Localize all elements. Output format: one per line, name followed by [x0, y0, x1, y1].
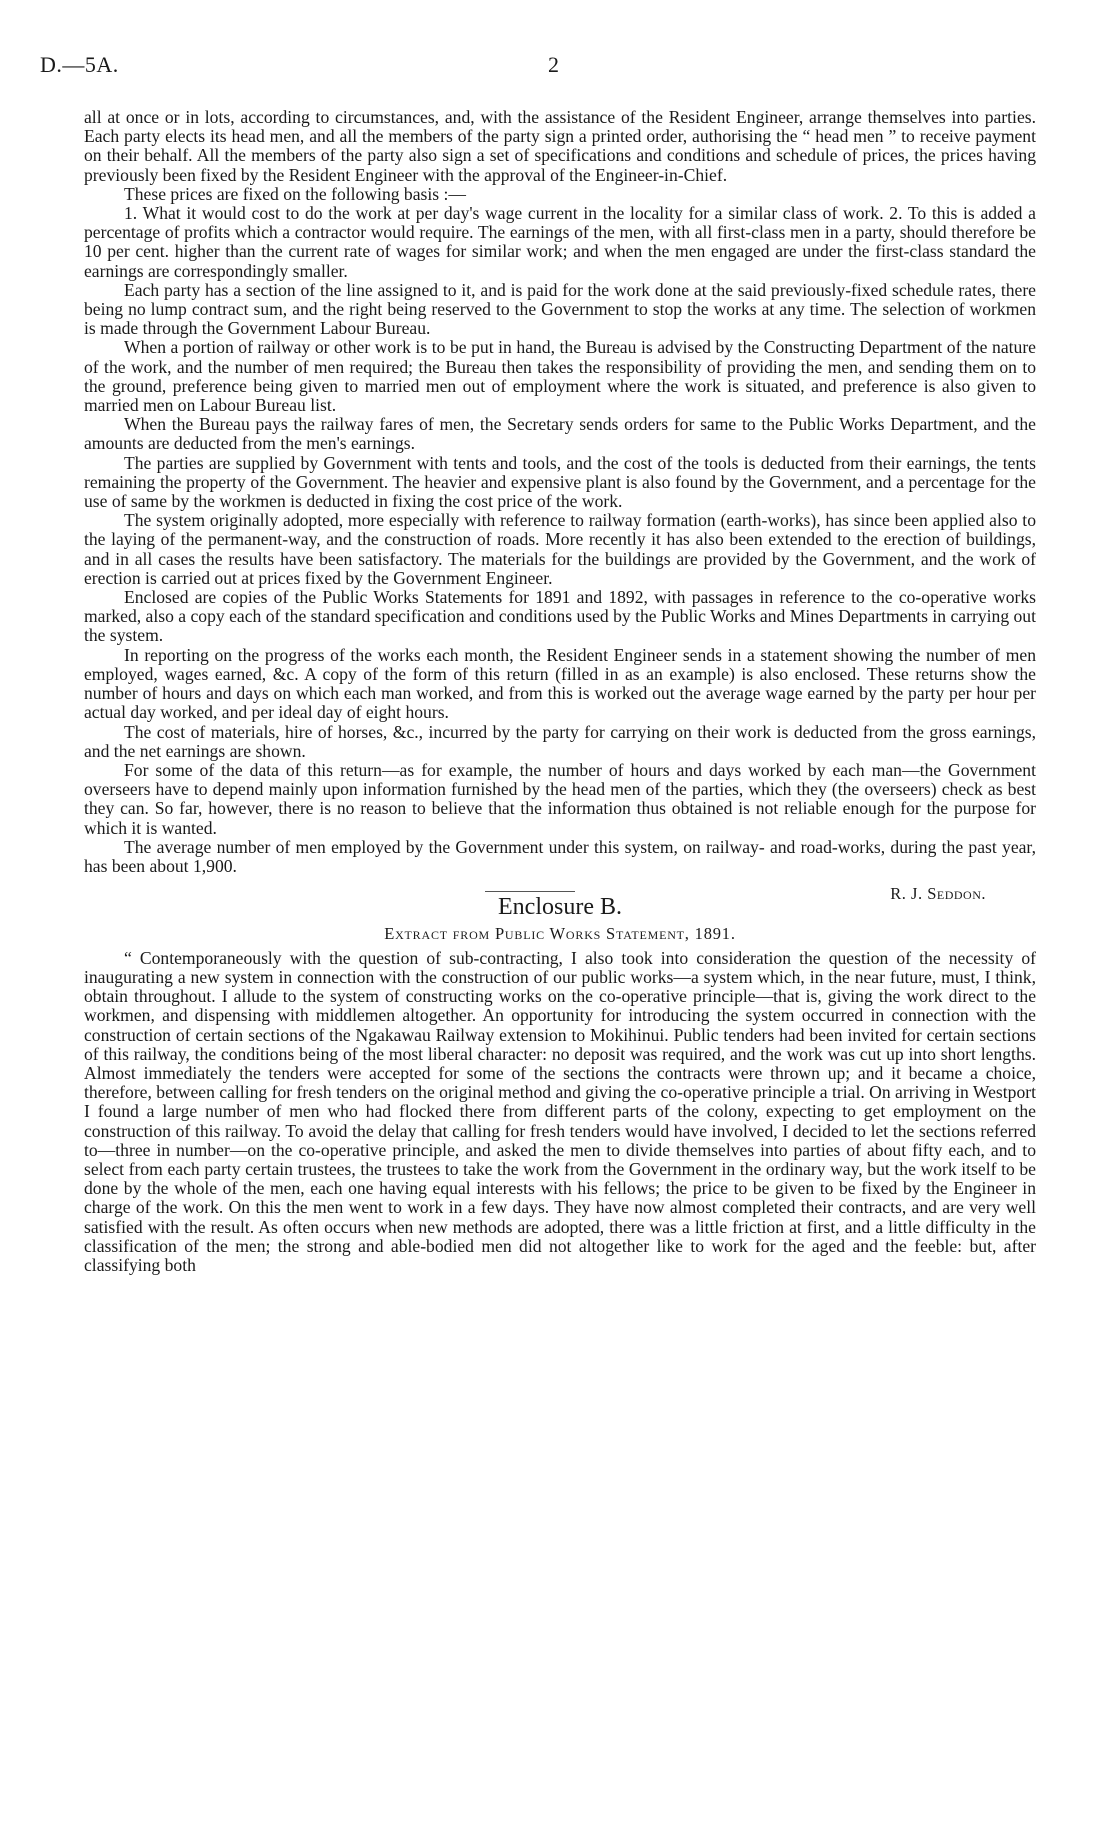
paragraph: The system originally adopted, more especially with reference to railway formation (earth-works), has since been applied also to the laying of the permanent-way, and the construction of roads. More recently it has also been extended to the erection of buildings, and in all cases the results have been satisfactory. The materials for the buildings are provided by the Government, and the work of erection is carried out at prices fixed by the Government Engineer.: [84, 510, 1036, 588]
signature-text: R. J. Seddon.: [890, 884, 986, 904]
separator-rule: [485, 891, 575, 892]
paragraph: The cost of materials, hire of horses, &c., incurred by the party for carrying on their work is deducted from the gross earnings, and the net earnings are shown.: [84, 721, 1036, 761]
paragraph: In reporting on the progress of the works each month, the Resident Engineer sends in a statement showing the number of men employed, wages earned, &c. A copy of the form of this return (filled in as an example) is also enclosed. These returns show the number of hours and days on which each man worked, and from this is worked out the average wage earned by the party per hour per actual day worked, and per ideal day of eight hours.: [84, 644, 1036, 723]
enclosure-paragraph: “ Contemporaneously with the question of sub-contracting, I also took into consideration the question of the necessity of inaugurating a new system in connection with the construction of our public works—a system which, in the near future, must, I think, obtain throughout. I allude to the system of constructing works on the co-operative principle—that is, giving the work direct to the workmen, and dispensing with middlemen altogether. An opportunity for introducing the system occurred in connection with the construction of certain sections of the Ngakawau Railway extension to Mokihinui. Public tenders had been invited for certain sections of this railway, the conditions being of the most liberal character: no deposit was required, and the work was cut up into short lengths. Almost immediately the tenders were accepted for some of the sections the contracts were thrown up; and it became a choice, therefore, between calling for fresh tenders on the original method and giving the co-operative principle a trial. On arriving in Westport I found a large number of men who had flocked there from different parts of the colony, expecting to get employment on the construction of this railway. To avoid the delay that calling for fresh tenders would have involved, I decided to let the sections referred to—three in number—on the co-operative principle, and asked the men to divide themselves into parties of about fifty each, and to select from each party certain trustees, the trustees to take the work from the Government in the ordinary way, but the work itself to be done by the whole of the men, each one having equal interests with his fellows; the price to be given to be fixed by the Engineer in charge of the work. On this the men went to work in a few days. They have now almost completed their contracts, and are very well satisfied with the result. As often occurs when new methods are adopted, there was a little friction at first, and a little difficulty in the classification of the men; the strong and able-bodied men did not altogether like to work for the aged and the feeble: but, after classifying both: [84, 947, 1036, 1275]
extract-title: Extract from Public Works Statement, 1891.: [384, 923, 736, 943]
enclosure-title: Enclosure B.: [498, 894, 622, 921]
paragraph: all at once or in lots, according to circumstances, and, with the assistance of the Resident Engineer, arrange themselves into parties. Each party elects its head men, and all the members of the party sign a printed order, authorising the “ head men ” to receive payment on their behalf. All the members of the party also sign a set of specifications and conditions and schedule of prices, the prices having previously been fixed by the Resident Engineer with the approval of the Engineer-in-Chief.: [84, 107, 1036, 185]
paragraph: Enclosed are copies of the Public Works Statements for 1891 and 1892, with passages in reference to the co-operative works marked, also a copy each of the standard specification and conditions used by the Public Works and Mines Departments in carrying out the system.: [84, 587, 1036, 646]
paragraph: The parties are supplied by Government with tents and tools, and the cost of the tools is deducted from their earnings, the tents remaining the property of the Government. The heavier and expensive plant is also found by the Government, and a percentage for the use of same by the workmen is deducted in fixing the cost price of the work.: [84, 452, 1036, 512]
paragraph: When the Bureau pays the railway fares of men, the Secretary sends orders for same to the Public Works Department, and the amounts are deducted from the men's earnings.: [84, 414, 1036, 454]
document-reference: D.—5A.: [40, 52, 119, 77]
paragraph: Each party has a section of the line assigned to it, and is paid for the work done at the said previously-fixed schedule rates, there being no lump contract sum, and the right being reserved to the Government to stop the works at any time. The selection of workmen is made through the Government Labour Bureau.: [84, 279, 1036, 339]
paragraph: The average number of men employed by the Government under this system, on railway- and road-works, during the past year, has been about 1,900.: [84, 836, 1036, 876]
paragraph: 1. What it would cost to do the work at per day's wage current in the locality for a similar class of work. 2. To this is added a percentage of profits which a contractor would require. The earnings of the men, with all first-class men in a party, should therefore be 10 per cent. higher than the current rate of wages for similar work; and when the men engaged are under the first-class standard the earnings are correspondingly smaller.: [84, 203, 1036, 281]
page-number: 2: [548, 52, 559, 77]
paragraph: For some of the data of this return—as for example, the number of hours and days worked by each man—the Government overseers have to depend mainly upon information furnished by the head men of the parties, which they (the overseers) check as best they can. So far, however, there is no reason to believe that the information thus obtained is not reliable enough for the purpose for which it is wanted.: [84, 759, 1036, 838]
paragraph: When a portion of railway or other work is to be put in hand, the Bureau is advised by the Constructing Department of the nature of the work, and the number of men required; the Bureau then takes the responsibility of providing the men, and sending them on to the ground, preference being given to married men out of employment where the work is situated, and preference is also given to married men on Labour Bureau list.: [84, 337, 1036, 416]
body-text: [84, 108, 1036, 1275]
paragraph: These prices are fixed on the following basis :—: [124, 183, 467, 204]
